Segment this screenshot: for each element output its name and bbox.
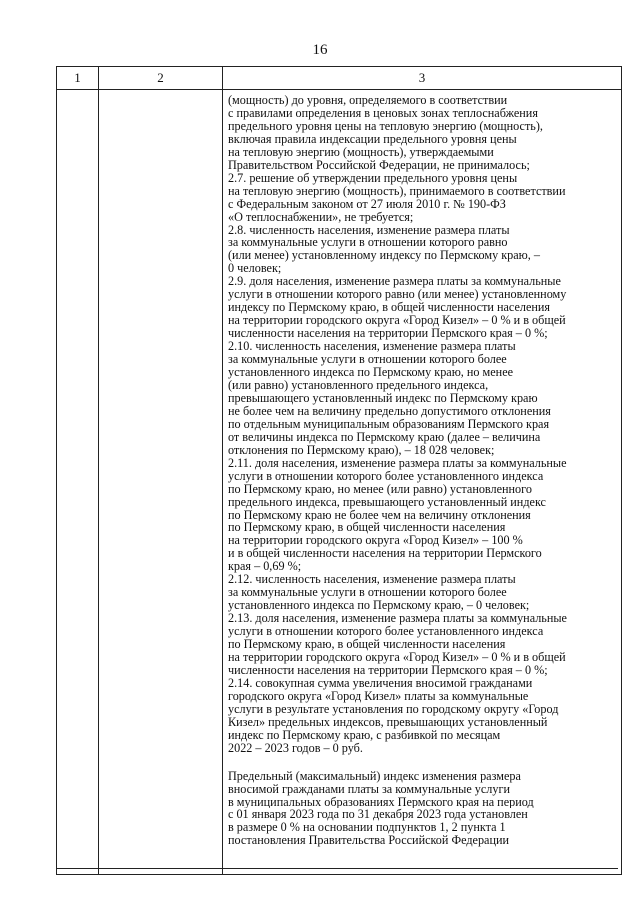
text-line: (или менее) установленному индексу по Пермскому краю, – [228, 249, 540, 263]
text-line: 2.12. численность населения, изменение размера платы [228, 573, 516, 587]
text-line: численности населения на территории Пермского края – 0 %; [228, 663, 548, 677]
header-col-1: 1 [57, 67, 99, 90]
text-line: 2.11. доля населения, изменение размера платы за коммунальные [228, 456, 567, 470]
text-line: по отдельным муниципальным образованиям Пермского края [228, 417, 550, 431]
text-line: на территории городского округа «Город Кизел» – 0 % и в общей [228, 314, 566, 328]
text-line: городского округа «Город Кизел» платы за коммунальные [228, 689, 529, 703]
text-line: «О теплоснабжении», не требуется; [228, 210, 414, 224]
text-line: с 01 января 2023 года по 31 декабря 2023 года установлен [228, 808, 528, 822]
text-line: установленного индекса по Пермскому краю, но менее [228, 366, 514, 379]
text-line: численности населения на территории Пермского края – 0 %; [228, 327, 548, 341]
text-line: на тепловую энергию (мощность), принимаемого в соответствии [228, 184, 566, 198]
text-line: превышающего установленный индекс по Пермскому краю [228, 391, 538, 405]
text-line: по Пермскому краю, в общей численности населения [228, 521, 506, 535]
text-line: 0 человек; [228, 262, 282, 276]
text-line: 2022 – 2023 годов – 0 руб. [228, 741, 363, 755]
text-line: от величины индекса по Пермскому краю (далее – величина [228, 430, 541, 444]
text-line: края – 0,69 %; [228, 560, 302, 574]
page-number: 16 [312, 42, 328, 58]
bottom-rule [56, 868, 618, 869]
text-line: на тепловую энергию (мощность), утверждаемыми [228, 145, 494, 159]
text-line: на территории городского округа «Город Кизел» – 0 % и в общей [228, 650, 566, 664]
text-line: услуги в результате установления по городскому округу «Город [228, 702, 559, 716]
text-line: Правительством Российской Федерации, не принималось; [228, 158, 530, 172]
text-line: в муниципальных образованиях Пермского края на период [228, 795, 534, 809]
text-line: за коммунальные услуги в отношении которого более [228, 586, 507, 600]
text-line: включая правила индексации предельного уровня цены [228, 132, 517, 146]
text-line: индекс по Пермскому краю, с разбивкой по месяцам [228, 728, 501, 742]
text-line: Предельный (максимальный) индекс изменения размера [228, 769, 521, 783]
text-line: 2.10. численность населения, изменение размера платы [228, 340, 516, 354]
text-line: постановления Правительства Российской Федерации [228, 834, 510, 848]
body-col-2 [99, 90, 223, 875]
text-line: не более чем на величину предельно допустимого отклонения [228, 404, 551, 418]
header-col-3: 3 [223, 67, 622, 90]
text-line: 2.8. численность населения, изменение размера платы [228, 223, 510, 237]
text-line: по Пермскому краю не более чем на величину отклонения [228, 508, 531, 522]
header-col-2: 2 [99, 67, 223, 90]
text-line: услуги в отношении которого равно (или менее) установленному [228, 288, 567, 302]
text-line: 2.13. доля населения, изменение размера платы за коммунальные [228, 612, 567, 626]
text-line: индексу по Пермскому краю, в общей численности населения [228, 301, 551, 315]
paragraph-gap [228, 755, 617, 770]
text-line: предельного уровня цены на тепловую энергию (мощность), [228, 119, 543, 133]
table-body-row [57, 90, 622, 875]
text-block-after [228, 770, 617, 848]
text-line: 2.14. совокупная сумма увеличения вносимой гражданами [228, 676, 533, 690]
text-line: и в общей численности населения на территории Пермского [228, 547, 542, 561]
body-col-3 [223, 90, 622, 875]
text-line: по Пермскому краю, в общей численности населения [228, 638, 506, 651]
text-line: с правилами определения в ценовых зонах теплоснабжения [228, 106, 538, 120]
text-line: услуги в отношении которого более установленного индекса [228, 469, 544, 483]
text-line: в размере 0 % на основании подпунктов 1, 2 пункта 1 [228, 821, 506, 835]
body-col-1 [57, 90, 99, 875]
text-line: 2.9. доля населения, изменение размера платы за коммунальные [228, 275, 561, 289]
text-line: за коммунальные услуги в отношении которого более [228, 353, 507, 367]
text-line: отклонения по Пермскому краю), – 18 028 человек; [228, 443, 495, 457]
content-table [56, 66, 622, 875]
text-line: 2.7. решение об утверждении предельного уровня цены [228, 171, 518, 185]
text-line: предельного индекса, превышающего установленный индекс [228, 495, 546, 509]
text-line: (или равно) установленного предельного индекса, [228, 378, 489, 392]
table-header-row [57, 67, 622, 90]
text-line: с Федеральным законом от 27 июля 2010 г. № 190-ФЗ [228, 197, 506, 211]
text-line: Кизел» предельных индексов, превышающих установленный [228, 715, 548, 729]
text-line: по Пермскому краю, но менее (или равно) установленного [228, 482, 532, 496]
text-block-main [228, 94, 617, 755]
text-line: услуги в отношении которого более установленного индекса [228, 625, 544, 639]
text-line: за коммунальные услуги в отношении которого равно [228, 236, 508, 250]
text-line: на территории городского округа «Город Кизел» – 100 % [228, 534, 523, 548]
text-line: (мощность) до уровня, определяемого в соответствии [228, 94, 508, 107]
text-line: вносимой гражданами платы за коммунальные услуги [228, 782, 510, 796]
text-line: установленного индекса по Пермскому краю, – 0 человек; [228, 599, 530, 613]
